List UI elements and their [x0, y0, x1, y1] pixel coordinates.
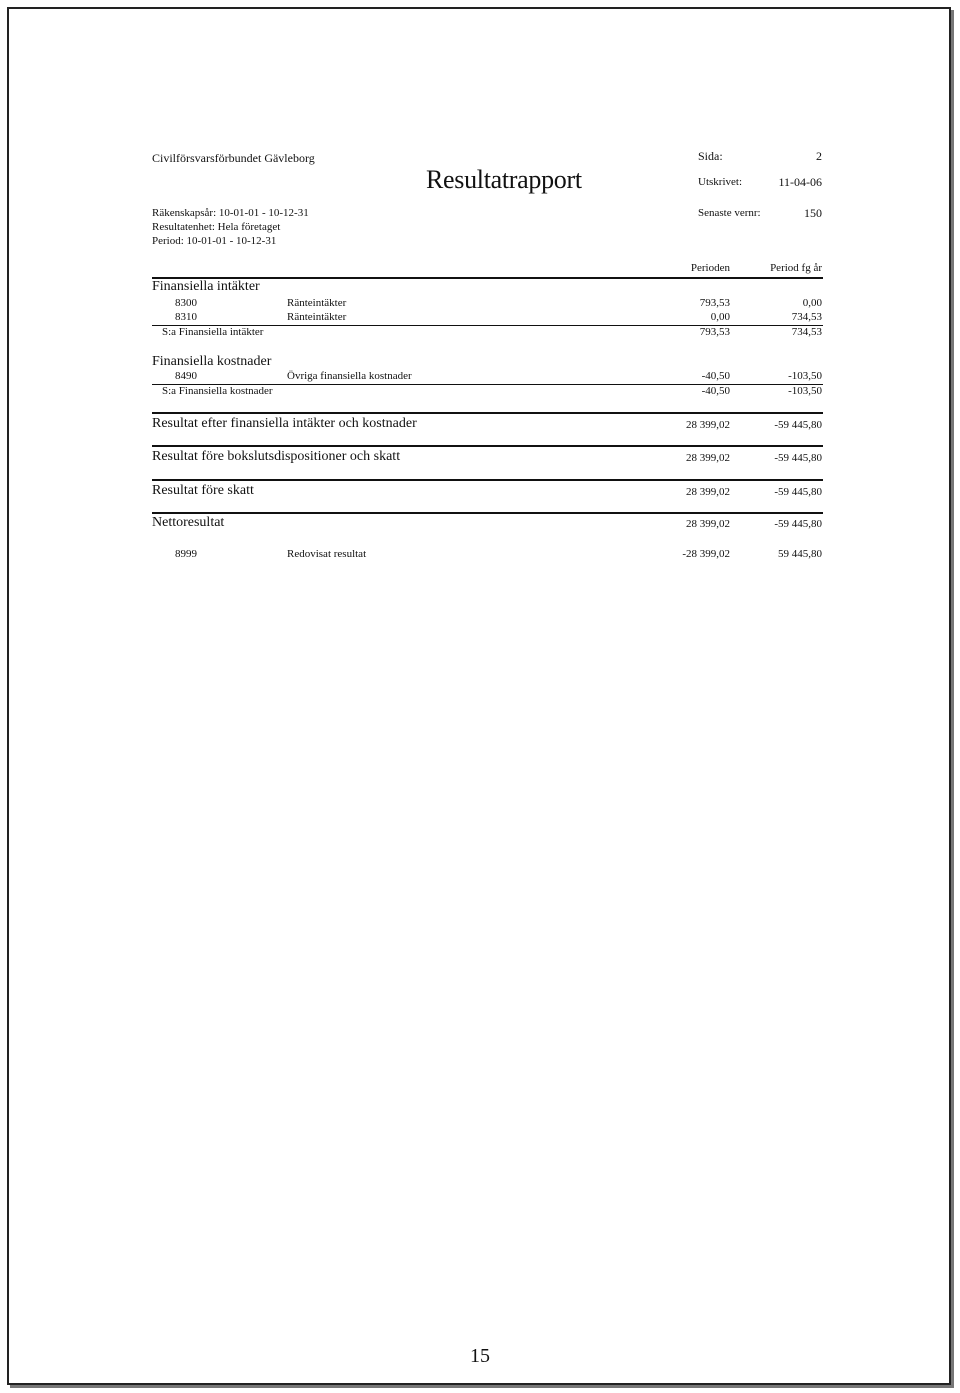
page-number: 15 [470, 1345, 490, 1367]
account-name: Ränteintäkter [287, 311, 347, 323]
sida-value: 2 [816, 149, 822, 163]
account-number: 8310 [175, 311, 197, 323]
result-perioden: 28 399,02 [686, 419, 730, 431]
account-name: Redovisat resultat [287, 548, 367, 560]
account-name: Övriga finansiella kostnader [287, 370, 412, 382]
account-name: Ränteintäkter [287, 297, 347, 309]
section-heading-fin-kostnader: Finansiella kostnader [152, 354, 272, 369]
report-title: Resultatrapport [426, 165, 582, 194]
subtotal-perioden: 793,53 [699, 326, 730, 338]
senaste-vernr-label: Senaste vernr: [698, 207, 761, 219]
result-label: Resultat före bokslutsdispositioner och skatt [152, 449, 401, 464]
result-perioden: 28 399,02 [686, 486, 730, 498]
value-fg-ar: 59 445,80 [778, 548, 822, 560]
result-rule [152, 479, 823, 481]
col-perioden: Perioden [690, 262, 730, 274]
resultatenhet: Resultatenhet: Hela företaget [152, 221, 281, 233]
subtotal-perioden: -40,50 [701, 385, 730, 397]
utskrivet-label: Utskrivet: [698, 176, 742, 188]
result-label: Resultat före skatt [152, 483, 254, 498]
result-label: Resultat efter finansiella intäkter och kostnader [152, 416, 417, 431]
result-label: Nettoresultat [152, 515, 225, 530]
result-fg-ar: -59 445,80 [774, 518, 822, 530]
senaste-vernr-value: 150 [804, 206, 822, 220]
col-period-fg-ar: Period fg år [770, 262, 822, 274]
value-fg-ar: 0,00 [802, 297, 822, 309]
sida-label: Sida: [698, 149, 723, 163]
result-rule [152, 412, 823, 414]
subtotal-label: S:a Finansiella kostnader [162, 385, 273, 397]
organization-name: Civilförsvarsförbundet Gävleborg [152, 151, 315, 165]
result-rule [152, 512, 823, 514]
utskrivet-value: 11-04-06 [778, 175, 822, 189]
result-perioden: 28 399,02 [686, 518, 730, 530]
section-heading-fin-intakter: Finansiella intäkter [152, 279, 260, 294]
rakenskapsar: Räkenskapsår: 10-01-01 - 10-12-31 [152, 207, 309, 219]
subtotal-fg-ar: -103,50 [788, 385, 822, 397]
value-fg-ar: -103,50 [788, 370, 822, 382]
result-rule [152, 445, 823, 447]
result-fg-ar: -59 445,80 [774, 419, 822, 431]
period: Period: 10-01-01 - 10-12-31 [152, 235, 277, 247]
value-perioden: 0,00 [710, 311, 730, 323]
subtotal-label: S:a Finansiella intäkter [162, 326, 264, 338]
account-number: 8300 [175, 297, 197, 309]
result-fg-ar: -59 445,80 [774, 486, 822, 498]
value-perioden: -28 399,02 [682, 548, 730, 560]
account-number: 8999 [175, 548, 197, 560]
value-perioden: 793,53 [699, 297, 730, 309]
value-perioden: -40,50 [701, 370, 730, 382]
result-fg-ar: -59 445,80 [774, 452, 822, 464]
value-fg-ar: 734,53 [791, 311, 822, 323]
subtotal-fg-ar: 734,53 [791, 326, 822, 338]
account-number: 8490 [175, 370, 197, 382]
result-perioden: 28 399,02 [686, 452, 730, 464]
